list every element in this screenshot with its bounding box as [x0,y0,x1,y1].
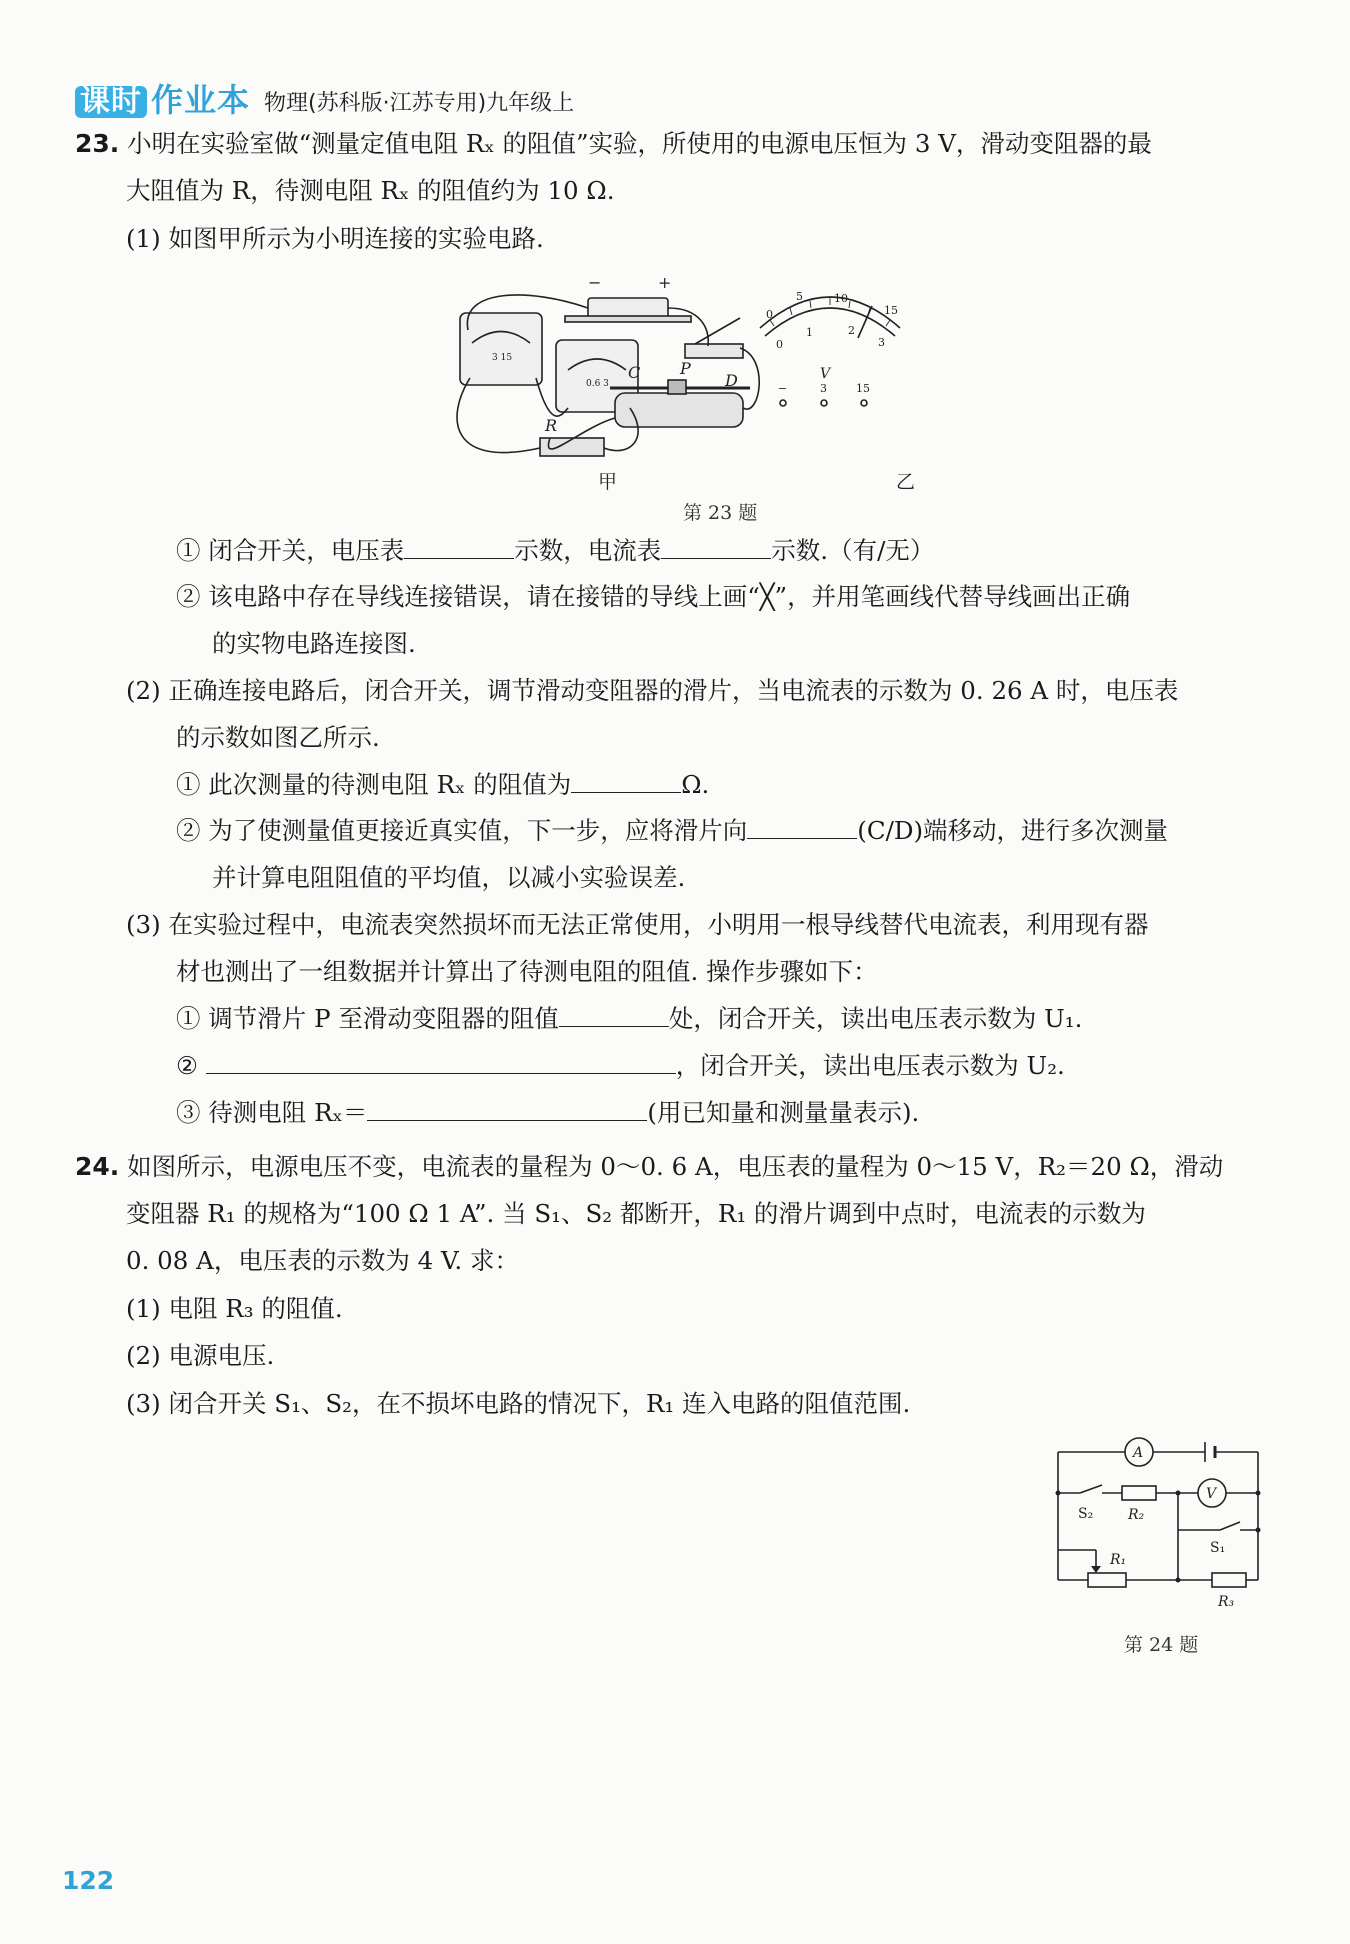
q23-sub1: ① 闭合开关，电压表 示数，电流表 示数.（有/无） [176,536,935,565]
q23-sub4-line1: ② 为了使测量值更接近真实值，下一步，应将滑片向 (C/D)端移动，进行多次测量 [176,816,1169,845]
battery-minus-label: − [588,273,602,292]
ammeter-label: A [1133,1445,1144,1461]
q24-part3: (3) 闭合开关 S₁、S₂，在不损坏电路的情况下，R₁ 连入电路的阻值范围. [126,1389,911,1418]
switch [685,344,743,358]
q23-part1: (1) 如图甲所示为小明连接的实验电路. [126,224,544,253]
answer-blank[interactable] [367,1098,647,1121]
s1-label: S₁ [1210,1540,1226,1556]
q23-part3-line1: (3) 在实验过程中，电流表突然损坏而无法正常使用，小明用一根导线替代电流表，利用现有器 [126,910,1149,939]
meter-top-10: 10 [834,292,848,305]
answer-blank[interactable] [559,1004,669,1027]
meter-bottom-2: 2 [848,324,855,337]
figure-24-caption: 第 24 题 [1124,1634,1199,1656]
meter-terminal-15: 15 [856,382,870,395]
q23-part2-line2: 的示数如图乙所示. [176,723,380,752]
q23-line2: 大阻值为 R，待测电阻 Rₓ 的阻值约为 10 Ω. [126,176,615,205]
switch-s1 [1220,1522,1240,1530]
figure-24-circuit [1040,1430,1280,1620]
figure-label-yi: 乙 [896,471,916,493]
resistor-r-label: R [545,416,558,435]
q23-step2: ② ，闭合开关，读出电压表示数为 U₂. [176,1051,1065,1080]
answer-blank[interactable] [206,1051,676,1074]
meter-top-5: 5 [796,290,803,303]
slider-p-label: P [680,359,691,378]
voltmeter-terminals-label: 3 15 [492,353,513,363]
book-subject: 物理(苏科版·江苏专用)九年级上 [264,91,575,116]
q23-line1: 23. 小明在实验室做“测量定值电阻 Rₓ 的阻值”实验，所使用的电源电压恒为 3 V，滑动变阻器的最 [75,129,1152,158]
answer-blank[interactable] [571,770,681,793]
rheostat [615,393,743,427]
rheostat-r1 [1088,1573,1126,1587]
q23-step3: ③ 待测电阻 Rₓ＝ (用已知量和测量量表示). [176,1098,920,1127]
q24-line2: 变阻器 R₁ 的规格为“100 Ω 1 A”. 当 S₁、S₂ 都断开，R₁ 的滑片调到中点时，电流表的示数为 [126,1199,1146,1228]
voltmeter-device [460,313,542,385]
switch-s2 [1080,1485,1102,1493]
q23-sub2-line1: ② 该电路中存在导线连接错误，请在接错的导线上画“╳”，并用笔画线代替导线画出正确 [176,582,1131,611]
brand-logo: 课时 作业本 [75,84,250,118]
q24-part1: (1) 电阻 R₃ 的阻值. [126,1294,343,1323]
r3-label: R₃ [1218,1594,1235,1610]
r1-label: R₁ [1110,1552,1127,1568]
figure-23 [440,268,1000,528]
q23-sub2-line2: 的实物电路连接图. [212,629,416,658]
meter-bottom-1: 1 [806,326,813,339]
q24-part2: (2) 电源电压. [126,1341,275,1370]
terminal-d-label: D [725,371,738,390]
s2-label: S₂ [1078,1506,1094,1522]
resistor-r2 [1122,1486,1156,1500]
terminal-c-label: C [628,363,641,382]
meter-terminal-3: 3 [820,382,827,395]
q24-line3: 0. 08 A，电压表的示数为 4 V. 求： [126,1246,519,1275]
q23-part3-line2: 材也测出了一组数据并计算出了待测电阻的阻值. 操作步骤如下： [176,957,878,986]
q24-line1: 24. 如图所示，电源电压不变，电流表的量程为 0～0. 6 A，电压表的量程为 0～15 V，R₂＝20 Ω，滑动 [75,1152,1224,1181]
page-header [75,72,574,118]
voltmeter-label: V [1206,1486,1217,1502]
battery-plus-label: + [658,273,672,292]
answer-blank[interactable] [661,536,771,559]
resistor-r3 [1212,1573,1246,1587]
meter-top-0: 0 [766,308,773,321]
ammeter-terminals-label: 0.6 3 [586,379,609,389]
meter-bottom-3: 3 [878,336,885,349]
meter-bottom-0: 0 [776,338,783,351]
q23-sub3: ① 此次测量的待测电阻 Rₓ 的阻值为 Ω. [176,770,710,799]
q23-part2-line1: (2) 正确连接电路后，闭合开关，调节滑动变阻器的滑片，当电流表的示数为 0. 26 A 时，电压表 [126,676,1179,705]
meter-unit-label: V [820,366,831,382]
meter-terminal-minus: − [778,382,788,395]
meter-top-15: 15 [884,304,898,317]
figure-label-jia: 甲 [598,471,618,493]
page-number: 122 [62,1866,115,1895]
answer-blank[interactable] [747,816,857,839]
q23-sub4-line2: 并计算电阻阻值的平均值，以减小实验误差. [212,863,686,892]
figure-23-caption: 第 23 题 [683,502,758,524]
answer-blank[interactable] [404,536,514,559]
q23-step1: ① 调节滑片 P 至滑动变阻器的阻值 处，闭合开关，读出电压表示数为 U₁. [176,1004,1083,1033]
r2-label: R₂ [1128,1507,1145,1523]
